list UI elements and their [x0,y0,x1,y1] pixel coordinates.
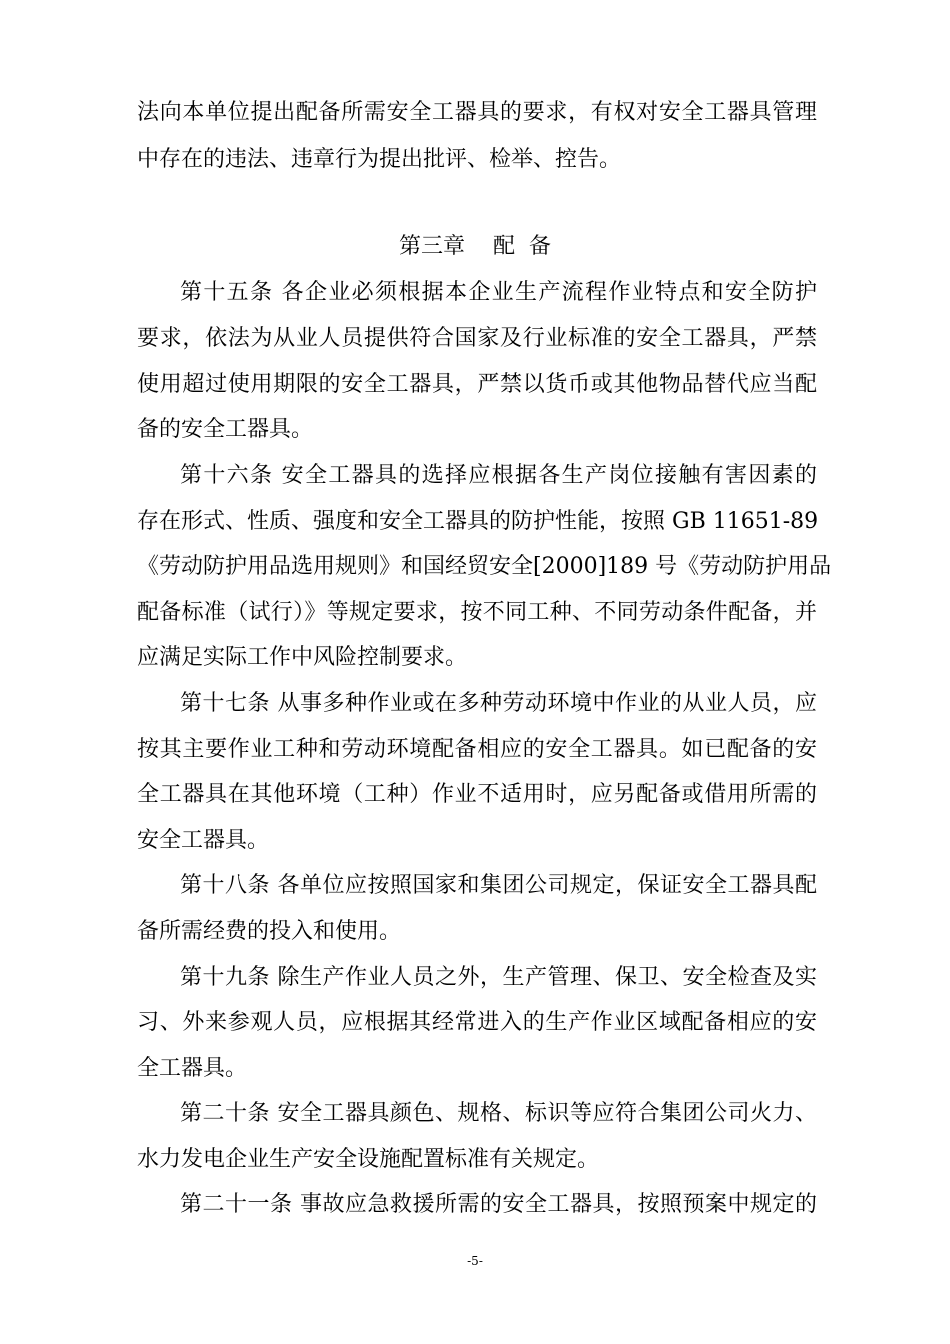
article-16-start: 第十六条 安全工器具的选择应根据各生产岗位接触有害因素的 [180,463,817,488]
body-text-line: 法向本单位提出配备所需安全工器具的要求，有权对安全工器具管理 [137,100,817,125]
body-text-line: 习、外来参观人员，应根据其经常进入的生产作业区域配备相应的安 [137,1010,817,1035]
body-text-line: 要求，依法为从业人员提供符合国家及行业标准的安全工器具，严禁 [137,326,817,351]
article-19-start: 第十九条 除生产作业人员之外，生产管理、保卫、安全检查及实 [180,965,817,990]
article-17-start: 第十七条 从事多种作业或在多种劳动环境中作业的从业人员，应 [180,691,817,716]
body-text-line: 存在形式、性质、强度和安全工器具的防护性能，按照 GB 11651-89 [137,509,819,534]
body-text-line: 中存在的违法、违章行为提出批评、检举、控告。 [137,147,622,172]
body-text-line: 《劳动防护用品选用规则》和国经贸安全[2000]189 号《劳动防护用品 [137,554,832,579]
body-text-line: 备所需经费的投入和使用。 [137,919,402,944]
body-text-line: 按其主要作业工种和劳动环境配备相应的安全工器具。如已配备的安 [137,737,817,762]
article-20-start: 第二十条 安全工器具颜色、规格、标识等应符合集团公司火力、 [180,1101,817,1126]
body-text-line: 备的安全工器具。 [137,417,314,442]
chapter-heading: 第三章 配 备 [399,234,551,259]
article-21-start: 第二十一条 事故应急救援所需的安全工器具，按照预案中规定的 [180,1192,817,1217]
page-number: -5- [467,1254,483,1268]
body-text-line: 安全工器具。 [137,828,270,853]
body-text-line: 水力发电企业生产安全设施配置标准有关规定。 [137,1147,600,1172]
body-text-line: 使用超过使用期限的安全工器具，严禁以货币或其他物品替代应当配 [137,372,817,397]
body-text-line: 配备标准（试行）》等规定要求，按不同工种、不同劳动条件配备，并 [137,600,817,625]
article-18-start: 第十八条 各单位应按照国家和集团公司规定，保证安全工器具配 [180,873,817,898]
body-text-line: 全工器具在其他环境（工种）作业不适用时，应另配备或借用所需的 [137,782,817,807]
body-text-line: 应满足实际工作中风险控制要求。 [137,645,468,670]
body-text-line: 全工器具。 [137,1056,248,1081]
article-15-start: 第十五条 各企业必须根据本企业生产流程作业特点和安全防护 [180,280,817,305]
